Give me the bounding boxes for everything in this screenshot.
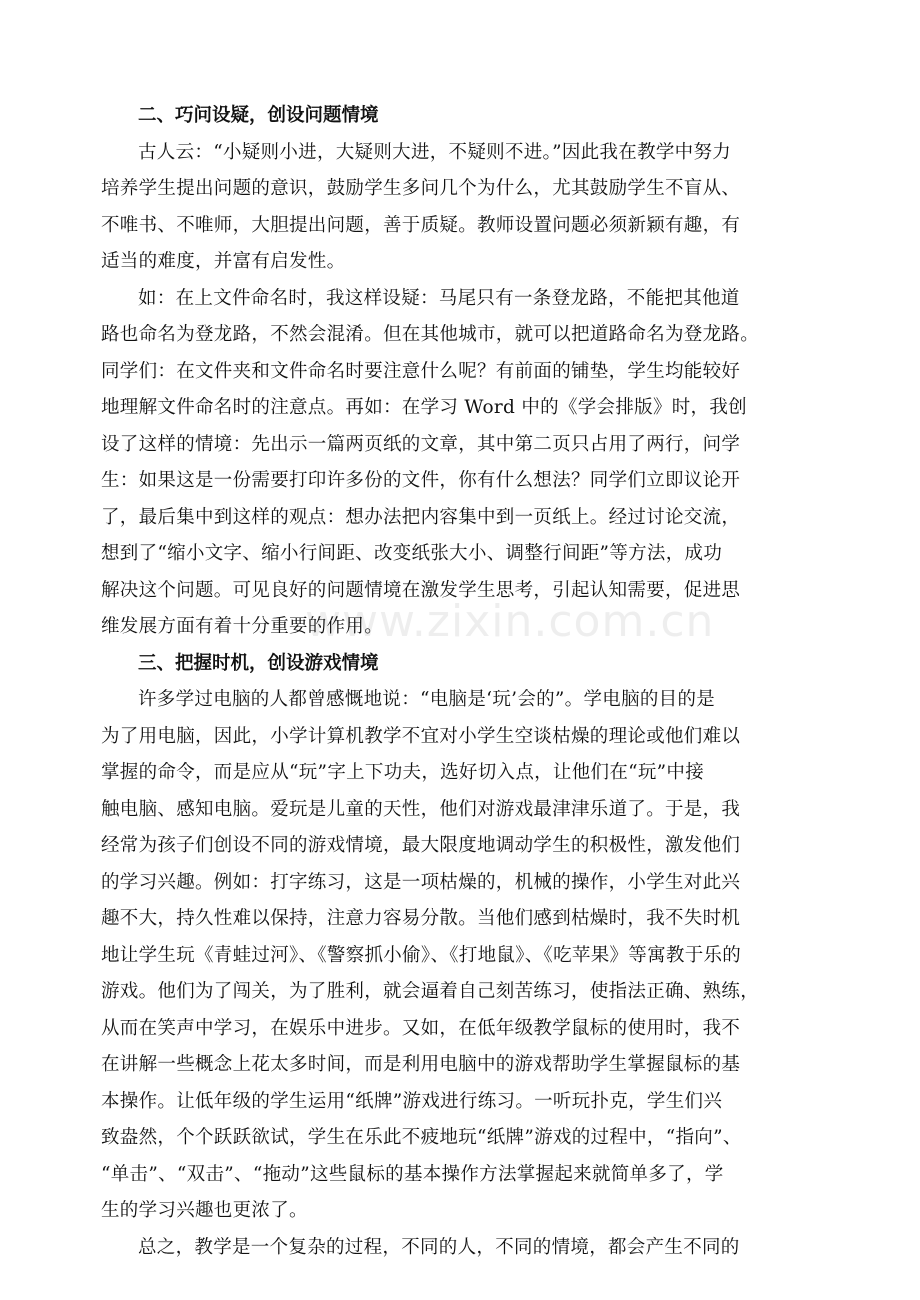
- paragraph-line: 在讲解一些概念上花太多时间，而是利用电脑中的游戏帮助学生掌握鼠标的基: [101, 1054, 741, 1075]
- section-heading-2: 二、巧问设疑，创设问题情境: [138, 105, 379, 126]
- paragraph-line: 想到了“缩小文字、缩小行间距、改变纸张大小、调整行间距”等方法，成功: [101, 543, 723, 564]
- paragraph-line: 的学习兴趣。例如：打字练习，这是一项枯燥的，机械的操作，小学生对此兴: [101, 871, 741, 893]
- paragraph-line: 培养学生提出问题的意识，鼓励学生多问几个为什么，尤其鼓励学生不盲从、: [101, 178, 741, 199]
- paragraph-line: 生：如果这是一份需要打印许多份的文件，你有什么想法？同学们立即议论开: [101, 470, 741, 491]
- paragraph-line: 解决这个问题。可见良好的问题情境在激发学生思考，引起认知需要，促进思: [101, 579, 741, 601]
- paragraph-line: 触电脑、感知电脑。爱玩是儿童的天性，他们对游戏最津津乐道了。于是，我: [101, 798, 741, 820]
- paragraph-line: 如：在上文件命名时，我这样设疑：马尾只有一条登龙路，不能把其他道: [138, 287, 740, 309]
- paragraph-line: 地让学生玩《青蛙过河》、《警察抓小偷》、《打地鼠》、《吃苹果》等寓教于乐的: [101, 944, 742, 966]
- paragraph-line: 为了用电脑，因此，小学计算机教学不宜对小学生空谈枯燥的理论或他们难以: [101, 725, 741, 747]
- paragraph-line: 生的学习兴趣也更浓了。: [101, 1200, 308, 1221]
- paragraph-line: 路也命名为登龙路，不然会混淆。但在其他城市，就可以把道路命名为登龙路。: [101, 324, 760, 345]
- watermark-text: www.zixin.com.cn: [305, 596, 715, 647]
- paragraph-line: 地理解文件命名时的注意点。再如：在学习 Word 中的《学会排版》时，我创: [101, 397, 747, 418]
- paragraph-line: 从而在笑声中学习，在娱乐中进步。又如，在低年级教学鼠标的使用时，我不: [101, 1017, 741, 1039]
- paragraph-line: 许多学过电脑的人都曾感慨地说：“电脑是‘玩’会的”。学电脑的目的是: [138, 689, 716, 710]
- paragraph-1: [101, 135, 823, 281]
- paragraph-line: 同学们：在文件夹和文件命名时要注意什么呢？有前面的铺垫，学生均能较好: [101, 360, 741, 382]
- paragraph-line: 趣不大，持久性难以保持，注意力容易分散。当他们感到枯燥时，我不失时机: [101, 908, 741, 929]
- paragraph-line: “单击”、“双击”、“拖动”这些鼠标的基本操作方法掌握起来就简单多了，学: [101, 1163, 724, 1185]
- paragraph-line: 维发展方面有着十分重要的作用。: [101, 616, 384, 637]
- paragraph-line: 游戏。他们为了闯关，为了胜利，就会逼着自己刻苦练习，使指法正确、熟练，: [101, 981, 760, 1002]
- section-heading-3: 三、把握时机，创设游戏情境: [138, 652, 379, 674]
- paragraph-line: 致盎然，个个跃跃欲试，学生在乐此不疲地玩“纸牌”游戏的过程中，“指向”、: [101, 1127, 742, 1148]
- paragraph-line: 不唯书、不唯师，大胆提出问题，善于质疑。教师设置问题必须新颖有趣，有: [101, 214, 741, 236]
- paragraph-line: 本操作。让低年级的学生运用“纸牌”游戏进行练习。一听玩扑克，学生们兴: [101, 1090, 723, 1112]
- paragraph-2: [101, 281, 823, 646]
- paragraph-line: 古人云：“小疑则小进，大疑则大进，不疑则不进。”因此我在教学中努力: [138, 141, 732, 163]
- paragraph-line: 经常为孩子们创设不同的游戏情境，最大限度地调动学生的积极性，激发他们: [101, 835, 741, 856]
- paragraph-line: 适当的难度，并富有启发性。: [101, 251, 346, 272]
- paragraph-line: 掌握的命令，而是应从“玩”字上下功夫，选好切入点，让他们在“玩”中接: [101, 762, 705, 783]
- document-page: [101, 98, 823, 1266]
- paragraph-4: [101, 1230, 823, 1267]
- paragraph-line: 总之，教学是一个复杂的过程，不同的人，不同的情境，都会产生不同的: [138, 1236, 740, 1258]
- paragraph-line: 设了这样的情境：先出示一篇两页纸的文章，其中第二页只占用了两行，问学: [101, 433, 741, 455]
- paragraph-line: 了，最后集中到这样的观点：想办法把内容集中到一页纸上。经过讨论交流，: [101, 506, 741, 528]
- paragraph-3: [101, 682, 823, 1230]
